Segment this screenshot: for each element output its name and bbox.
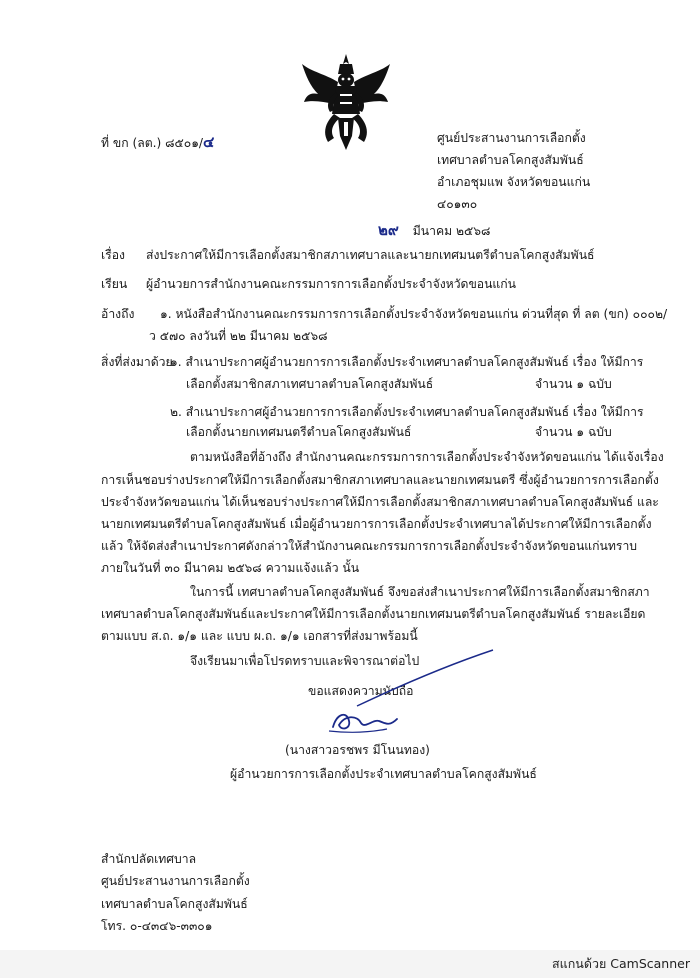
body-paragraph-1-line: ภายในวันที่ ๓๐ มีนาคม ๒๕๖๘ ความแจ้งแล้ว นั้น	[101, 561, 360, 575]
subject-label: เรื่อง	[101, 248, 125, 262]
sender-line-2: เทศบาลตำบลโคกสูงสัมพันธ์	[437, 153, 584, 167]
handwritten-signature-icon	[327, 705, 407, 735]
body-paragraph-2-line: ตามแบบ ส.ถ. ๑/๑ และ แบบ ผ.ถ. ๑/๑ เอกสารที่ส่งมาพร้อมนี้	[101, 629, 418, 643]
date-day-handwritten: ๒๙	[378, 221, 399, 239]
letter-date	[378, 222, 490, 239]
footer-phone: โทร. ๐-๔๓๔๖-๓๓๐๑	[101, 919, 213, 933]
closing-salutation: ขอแสดงความนับถือ	[308, 684, 414, 698]
body-paragraph-1-line: ประจำจังหวัดขอนแก่น ได้เห็นชอบร่างประกาศให้มีการเลือกตั้งสมาชิกสภาเทศบาลตำบลโคกสูงสัมพันธ์ และ	[101, 495, 659, 509]
enclosure-2-line-1: ๒. สำเนาประกาศผู้อำนวยการการเลือกตั้งประจำเทศบาลตำบลโคกสูงสัมพันธ์ เรื่อง ให้มีการ	[170, 405, 644, 419]
recipient-label: เรียน	[101, 277, 128, 291]
footer-line-1: สำนักปลัดเทศบาล	[101, 852, 197, 866]
enclosure-2-line-2: เลือกตั้งนายกเทศมนตรีตำบลโคกสูงสัมพันธ์	[186, 425, 412, 439]
signer-name: (นางสาวอรชพร มีโนนทอง)	[285, 743, 430, 757]
body-paragraph-1-line: การเห็นชอบร่างประกาศให้มีการเลือกตั้งสมาชิกสภาเทศบาลและนายกเทศมนตรี ซึ่งผู้อำนวยการการเลือกตั้ง	[101, 473, 659, 487]
enclosure-1-line-2: เลือกตั้งสมาชิกสภาเทศบาลตำบลโคกสูงสัมพันธ์	[186, 377, 434, 391]
enclosure-1-line-1: ๑. สำเนาประกาศผู้อำนวยการการเลือกตั้งประจำเทศบาลตำบลโคกสูงสัมพันธ์ เรื่อง ให้มีการ	[170, 355, 644, 369]
sender-line-1: ศูนย์ประสานงานการเลือกตั้ง	[437, 131, 586, 145]
footer-line-3: เทศบาลตำบลโคกสูงสัมพันธ์	[101, 897, 248, 911]
closing-request: จึงเรียนมาเพื่อโปรดทราบและพิจารณาต่อไป	[190, 654, 420, 668]
enclosure-label: สิ่งที่ส่งมาด้วย	[101, 355, 173, 369]
pen-stroke-mark	[355, 648, 495, 708]
sender-postcode: ๔๐๑๓๐	[437, 197, 478, 211]
body-paragraph-1-line: แล้ว ให้จัดส่งสำเนาประกาศดังกล่าวให้สำนักงานคณะกรรมการการเลือกตั้งประจำจังหวัดขอนแก่นทราบ	[101, 539, 638, 553]
date-month-year: มีนาคม ๒๕๖๘	[412, 224, 491, 238]
body-paragraph-2-line: เทศบาลตำบลโคกสูงสัมพันธ์และประกาศให้มีการเลือกตั้งนายกเทศมนตรีตำบลโคกสูงสัมพันธ์ รายละเอียด	[101, 607, 646, 621]
reference-line-2: ว ๕๗๐ ลงวันที่ ๒๒ มีนาคม ๒๕๖๘	[149, 329, 328, 343]
reference-number	[101, 134, 214, 151]
reference-line-1: ๑. หนังสือสำนักงานคณะกรรมการการเลือกตั้งประจำจังหวัดขอนแก่น ด่วนที่สุด ที่ ลต (ขก) ๐๐๐๒/	[160, 307, 668, 321]
sender-line-3: อำเภอชุมแพ จังหวัดขอนแก่น	[437, 175, 591, 189]
body-paragraph-1-line: นายกเทศมนตรีตำบลโคกสูงสัมพันธ์ เมื่อผู้อำนวยการการเลือกตั้งประจำเทศบาลได้ประกาศให้มีการเลือกตั้ง	[101, 517, 652, 531]
subject-text: ส่งประกาศให้มีการเลือกตั้งสมาชิกสภาเทศบาลและนายกเทศมนตรีตำบลโคกสูงสัมพันธ์	[146, 248, 595, 262]
garuda-emblem-icon	[300, 52, 392, 154]
reference-number-text: ที่ ขก (ลต.) ๘๕๐๑/	[101, 136, 204, 150]
scanner-watermark: สแกนด้วย CamScanner	[552, 956, 690, 971]
enclosure-1-quantity: จำนวน ๑ ฉบับ	[535, 377, 612, 391]
enclosure-2-quantity: จำนวน ๑ ฉบับ	[535, 425, 612, 439]
footer-line-2: ศูนย์ประสานงานการเลือกตั้ง	[101, 874, 250, 888]
body-paragraph-1-line: ตามหนังสือที่อ้างถึง สำนักงานคณะกรรมการการเลือกตั้งประจำจังหวัดขอนแก่น ได้แจ้งเรื่อง	[190, 450, 664, 464]
recipient-text: ผู้อำนวยการสำนักงานคณะกรรมการการเลือกตั้งประจำจังหวัดขอนแก่น	[146, 277, 516, 291]
reference-number-handwritten: ๔	[203, 133, 215, 151]
signer-title: ผู้อำนวยการการเลือกตั้งประจำเทศบาลตำบลโคกสูงสัมพันธ์	[230, 767, 537, 781]
reference-label: อ้างถึง	[101, 307, 135, 321]
body-paragraph-2-line: ในการนี้ เทศบาลตำบลโคกสูงสัมพันธ์ จึงขอส่งสำเนาประกาศให้มีการเลือกตั้งสมาชิกสภา	[190, 585, 650, 599]
